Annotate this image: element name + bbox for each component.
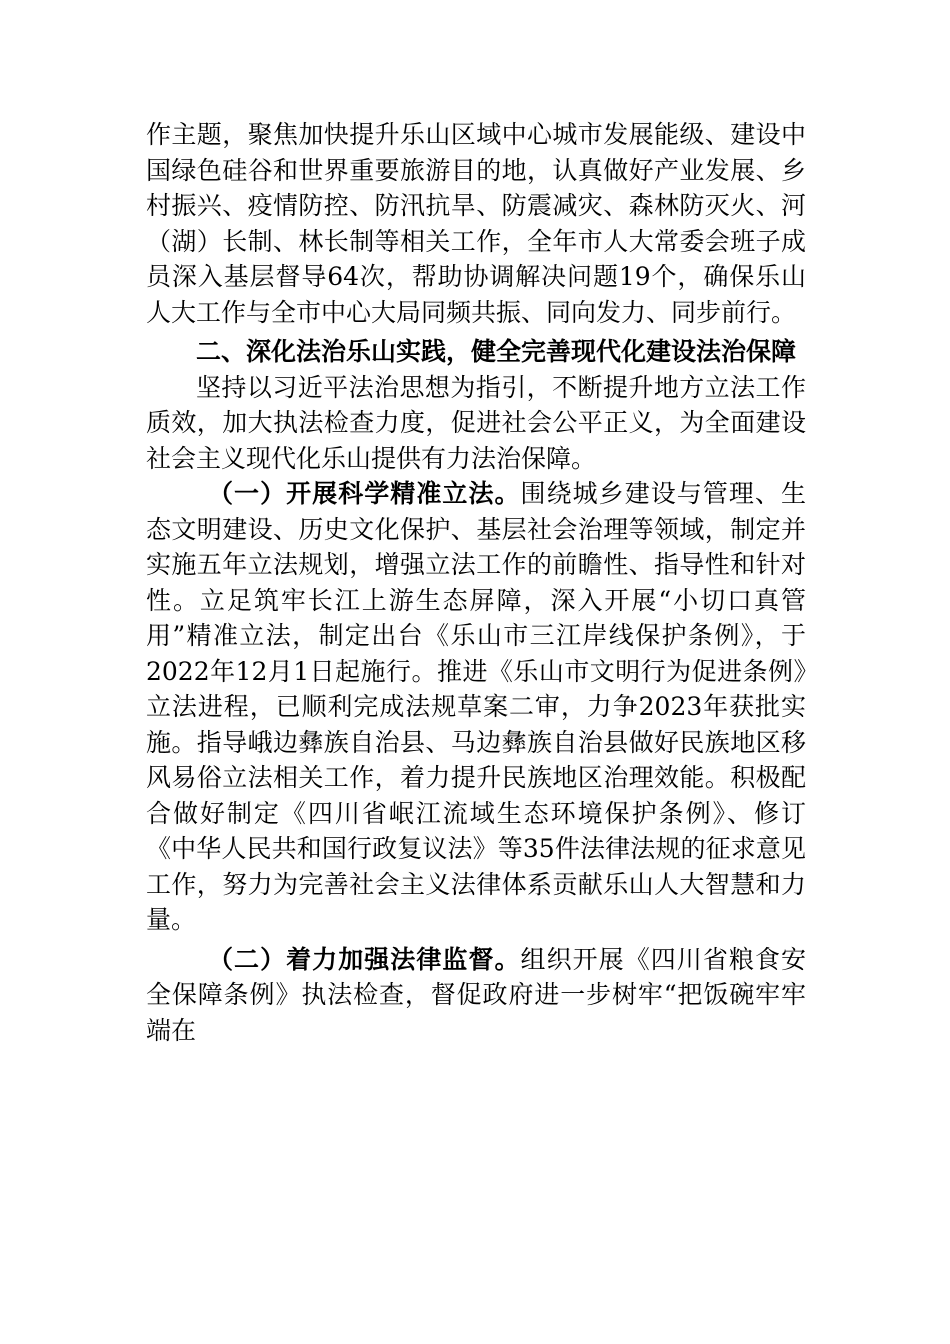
item-legislation-body: 围绕城乡建设与管理、生态文明建设、历史文化保护、基层社会治理等领域，制定并实施五年立法规划，增强立法工作的前瞻性、指导性和针对性。立足筑牢长江上游生态屏障，深入开展“小切口真管用”精准立法，制定出台《乐山市三江岸线保护条例》，于2022年12月1日起施行。推进《乐山市文明行为促进条例》立法进程，已顺利完成法规草案二审，力争2023年获批实施。指导峨边彝族自治县、马边彝族自治县做好民族地区移风易俗立法相关工作，着力提升民族地区治理效能。积极配合做好制定《四川省岷江流域生态环境保护条例》、修订《中华人民共和国行政复议法》等35件法律法规的征求意见工作，努力为完善社会主义法律体系贡献乐山人大智慧和力量。 — [146, 479, 806, 934]
section-intro-paragraph: 坚持以习近平法治思想为指引，不断提升地方立法工作质效，加大执法检查力度，促进社会公平正义，为全面建设社会主义现代化乐山提供有力法治保障。 — [146, 372, 806, 473]
paragraph-continuation: 作主题，聚焦加快提升乐山区域中心城市发展能级、建设中国绿色硅谷和世界重要旅游目的地，认真做好产业发展、乡村振兴、疫情防控、防汛抗旱、防震减灾、森林防灭火、河（湖）长制、林长制等相关工作，全年市人大常委会班子成员深入基层督导64次，帮助协调解决问题19个，确保乐山人大工作与全市中心大局同频共振、同向发力、同步前行。 — [146, 120, 806, 327]
item-supervision-body: 组织开展《四川省粮食安全保障条例》执法检查，督促政府进一步树牢“把饭碗牢牢端在 — [146, 944, 806, 1045]
document-page — [146, 117, 806, 1048]
section-heading: 二、深化法治乐山实践，健全完善现代化建设法治保障 — [196, 337, 797, 366]
item-supervision-title: （二）着力加强法律监督。 — [208, 944, 521, 974]
item-supervision-paragraph — [146, 942, 806, 1049]
item-legislation-paragraph — [146, 476, 806, 938]
item-legislation-title: （一）开展科学精准立法。 — [208, 479, 521, 508]
